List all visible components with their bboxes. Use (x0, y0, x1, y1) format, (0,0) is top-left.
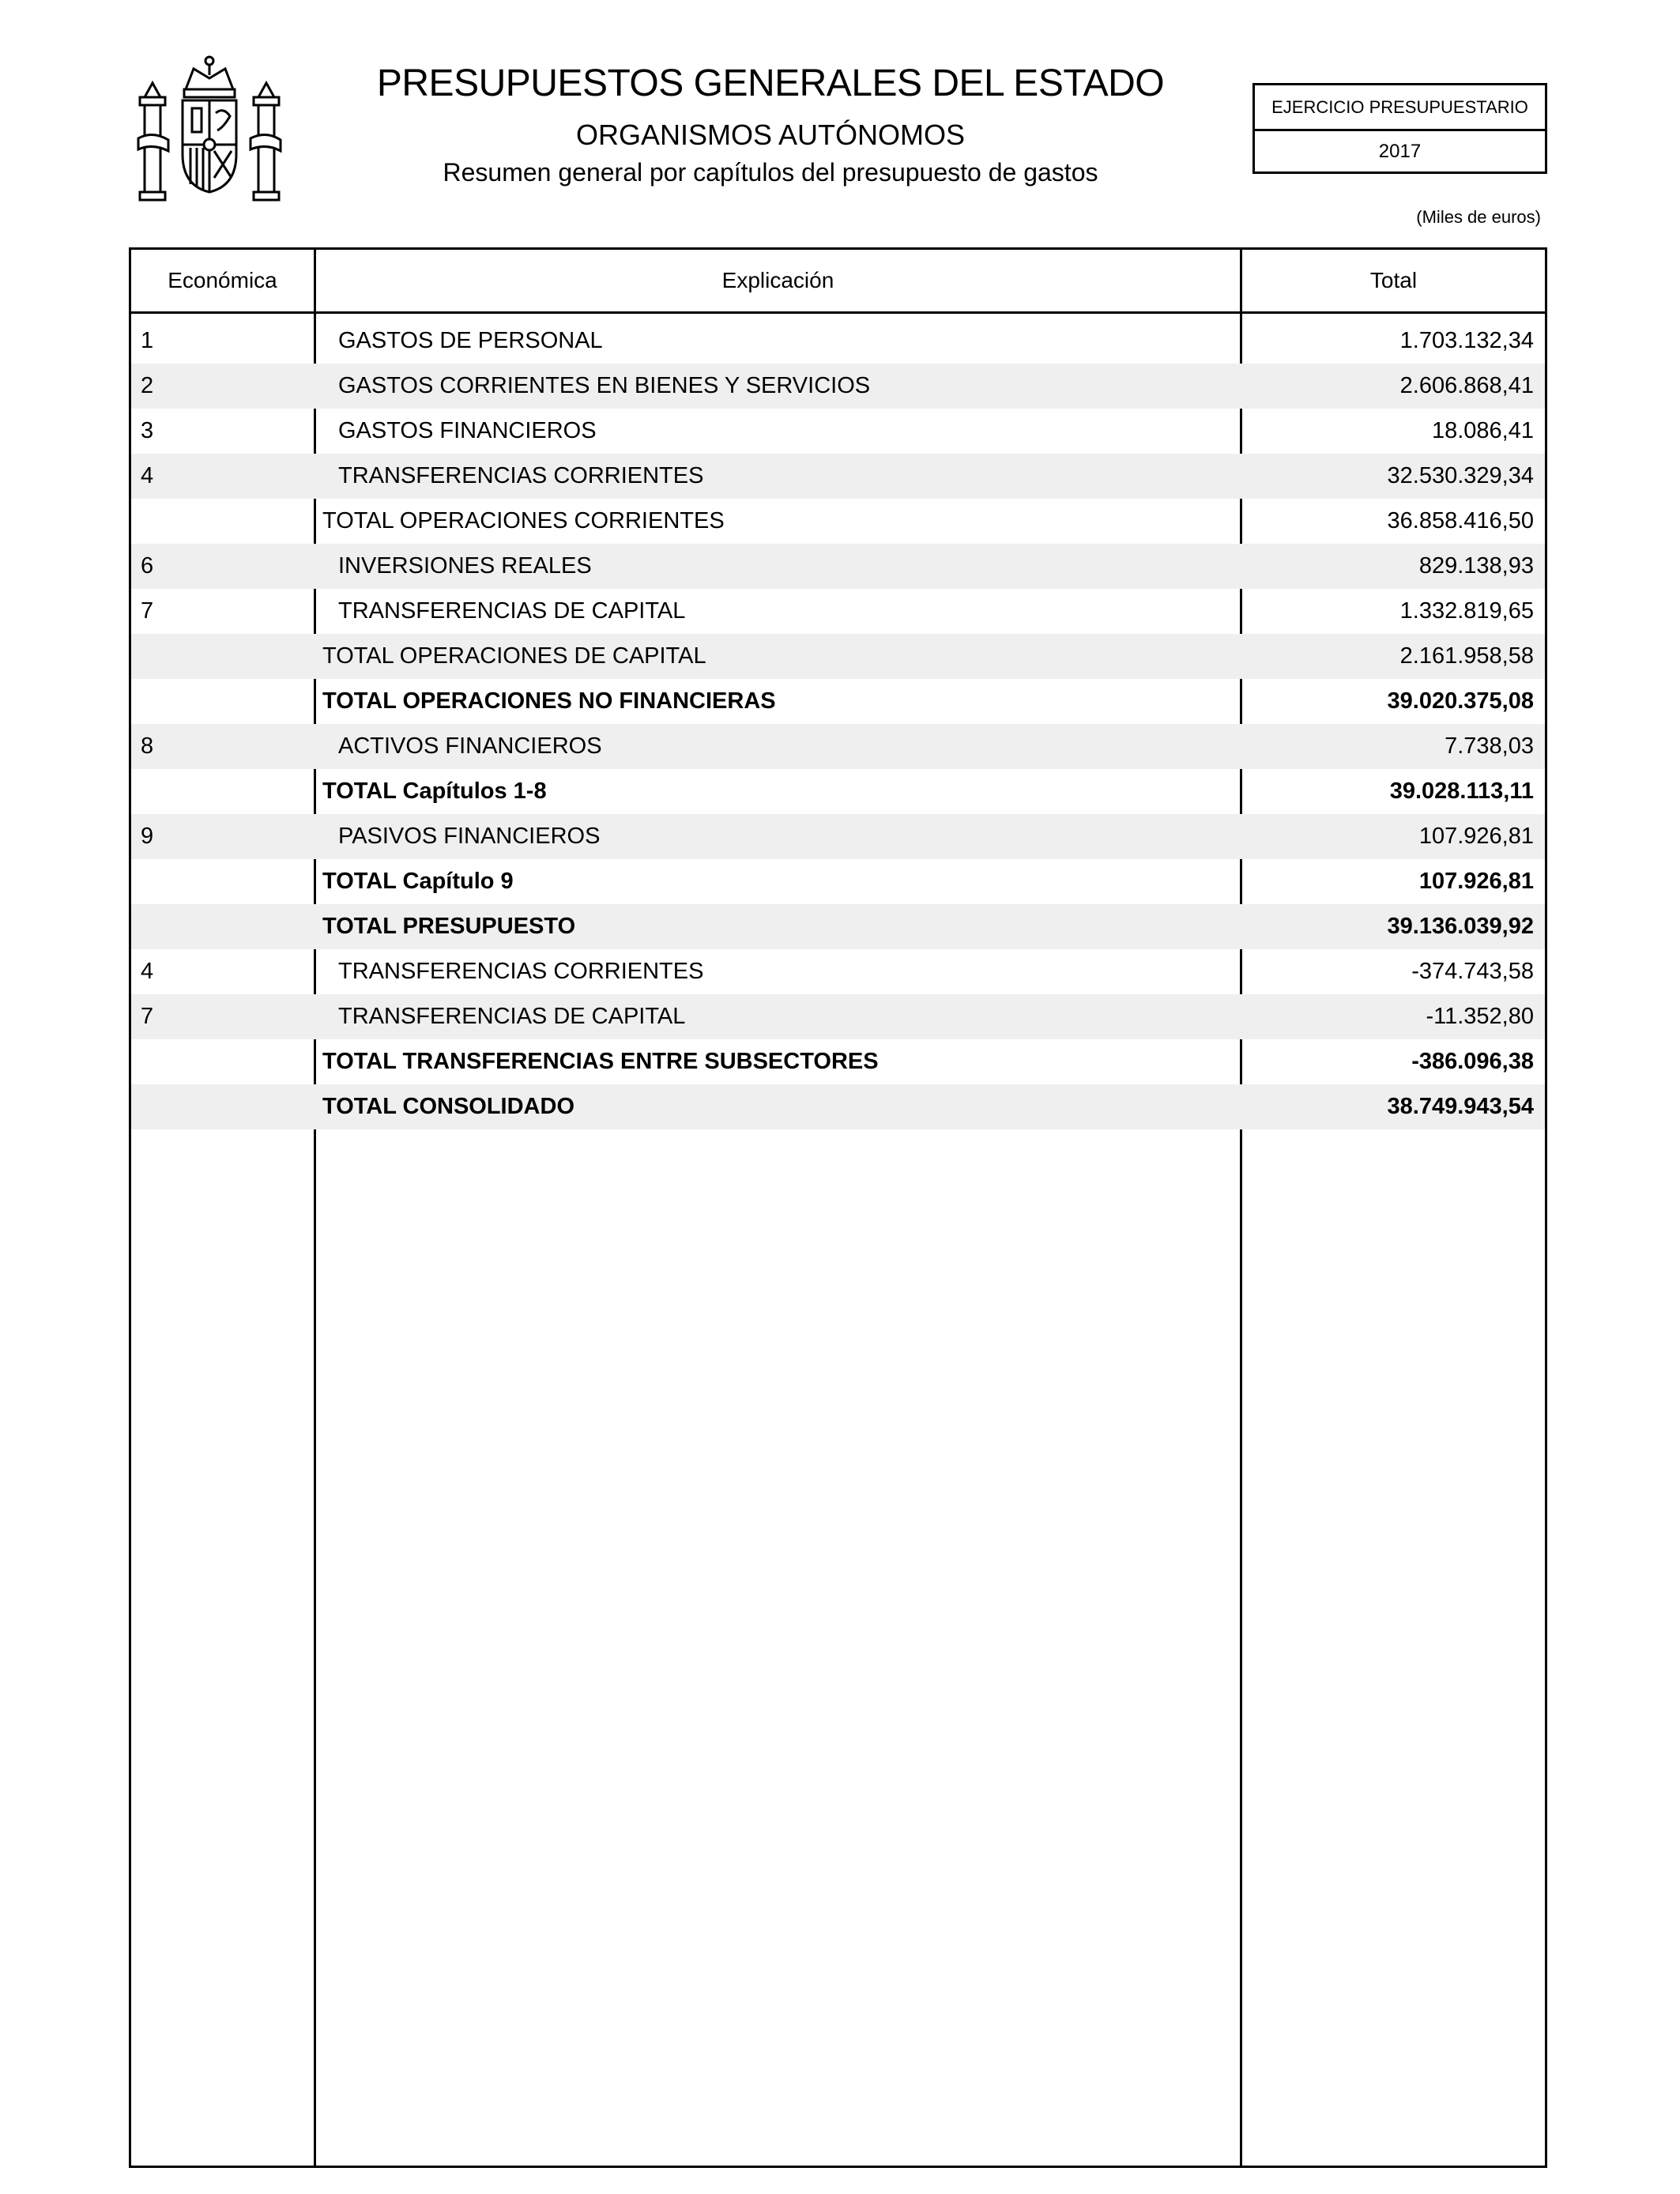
table-row (131, 859, 1545, 904)
row-amount: 39.136.039,92 (1387, 914, 1534, 939)
exercise-year: 2017 (1378, 141, 1422, 162)
table-row (131, 319, 1545, 364)
row-description: TRANSFERENCIAS DE CAPITAL (338, 598, 686, 624)
row-description: TOTAL OPERACIONES CORRIENTES (322, 508, 725, 533)
table-row (131, 454, 1545, 499)
table-row (131, 589, 1545, 634)
row-description: TOTAL Capítulo 9 (322, 869, 514, 894)
column-header-economica: Económica (168, 268, 277, 292)
row-amount: -374.743,58 (1411, 959, 1534, 984)
row-amount: 39.020.375,08 (1387, 688, 1534, 714)
table-row (131, 409, 1545, 454)
row-code: 8 (141, 733, 154, 759)
row-description: PASIVOS FINANCIEROS (338, 824, 601, 849)
table-row (131, 364, 1545, 409)
row-description: GASTOS CORRIENTES EN BIENES Y SERVICIOS (338, 373, 871, 398)
row-amount: 2.606.868,41 (1399, 373, 1534, 398)
table-row (131, 1039, 1545, 1084)
row-amount: 829.138,93 (1418, 553, 1534, 579)
column-header-explicacion: Explicación (721, 268, 834, 292)
row-description: TRANSFERENCIAS CORRIENTES (338, 463, 704, 488)
row-description: TRANSFERENCIAS CORRIENTES (338, 959, 704, 984)
column-header-total: Total (1369, 268, 1418, 292)
row-code: 7 (141, 598, 154, 624)
row-description: GASTOS DE PERSONAL (338, 328, 603, 353)
row-code: 6 (141, 553, 154, 579)
row-code: 2 (141, 373, 154, 398)
page-subtitle: ORGANISMOS AUTÓNOMOS (575, 119, 966, 151)
row-code: 4 (141, 463, 154, 488)
row-amount: 7.738,03 (1445, 733, 1534, 759)
table-row (131, 724, 1545, 769)
row-code: 7 (141, 1004, 154, 1029)
row-code: 3 (141, 418, 154, 443)
row-code: 4 (141, 959, 154, 984)
table-row (131, 949, 1545, 994)
row-amount: 32.530.329,34 (1387, 463, 1534, 488)
page-title: PRESUPUESTOS GENERALES DEL ESTADO (376, 62, 1165, 104)
exercise-box (1252, 83, 1547, 174)
table-row (131, 1084, 1545, 1129)
row-code: 9 (141, 824, 154, 849)
table-row (131, 634, 1545, 679)
table-body (131, 319, 1545, 1129)
row-code: 1 (141, 328, 154, 353)
row-description: TOTAL OPERACIONES NO FINANCIERAS (322, 688, 776, 714)
row-description: TOTAL CONSOLIDADO (322, 1094, 574, 1119)
table-row (131, 904, 1545, 949)
exercise-label: EJERCICIO PRESUPUESTARIO (1255, 85, 1545, 131)
page-description: Resumen general por capítulos del presupuesto de gastos (443, 158, 1098, 187)
table-row (131, 499, 1545, 544)
row-amount: 18.086,41 (1431, 418, 1534, 443)
row-amount: 1.332.819,65 (1399, 598, 1534, 624)
table-row (131, 814, 1545, 859)
row-amount: -11.352,80 (1426, 1004, 1534, 1029)
coat-of-arms-icon (130, 51, 288, 209)
row-amount: 107.926,81 (1418, 869, 1534, 894)
table-row (131, 994, 1545, 1039)
row-amount: 1.703.132,34 (1399, 328, 1534, 353)
table-row (131, 544, 1545, 589)
row-amount: 39.028.113,11 (1389, 778, 1534, 804)
header-divider (129, 311, 1547, 314)
row-description: TRANSFERENCIAS DE CAPITAL (338, 1004, 686, 1029)
row-amount: -386.096,38 (1411, 1049, 1534, 1074)
row-description: GASTOS FINANCIEROS (338, 418, 597, 443)
row-description: TOTAL OPERACIONES DE CAPITAL (322, 643, 706, 669)
row-description: INVERSIONES REALES (338, 553, 592, 579)
row-description: TOTAL Capítulos 1-8 (322, 778, 547, 804)
table-row (131, 679, 1545, 724)
row-amount: 107.926,81 (1418, 824, 1534, 849)
row-amount: 36.858.416,50 (1387, 508, 1534, 533)
row-description: TOTAL PRESUPUESTO (322, 914, 576, 939)
table-row (131, 769, 1545, 814)
row-amount: 38.749.943,54 (1387, 1094, 1534, 1119)
units-note: (Miles de euros) (1416, 207, 1541, 227)
row-amount: 2.161.958,58 (1399, 643, 1534, 669)
row-description: ACTIVOS FINANCIEROS (338, 733, 602, 759)
row-description: TOTAL TRANSFERENCIAS ENTRE SUBSECTORES (322, 1049, 879, 1074)
